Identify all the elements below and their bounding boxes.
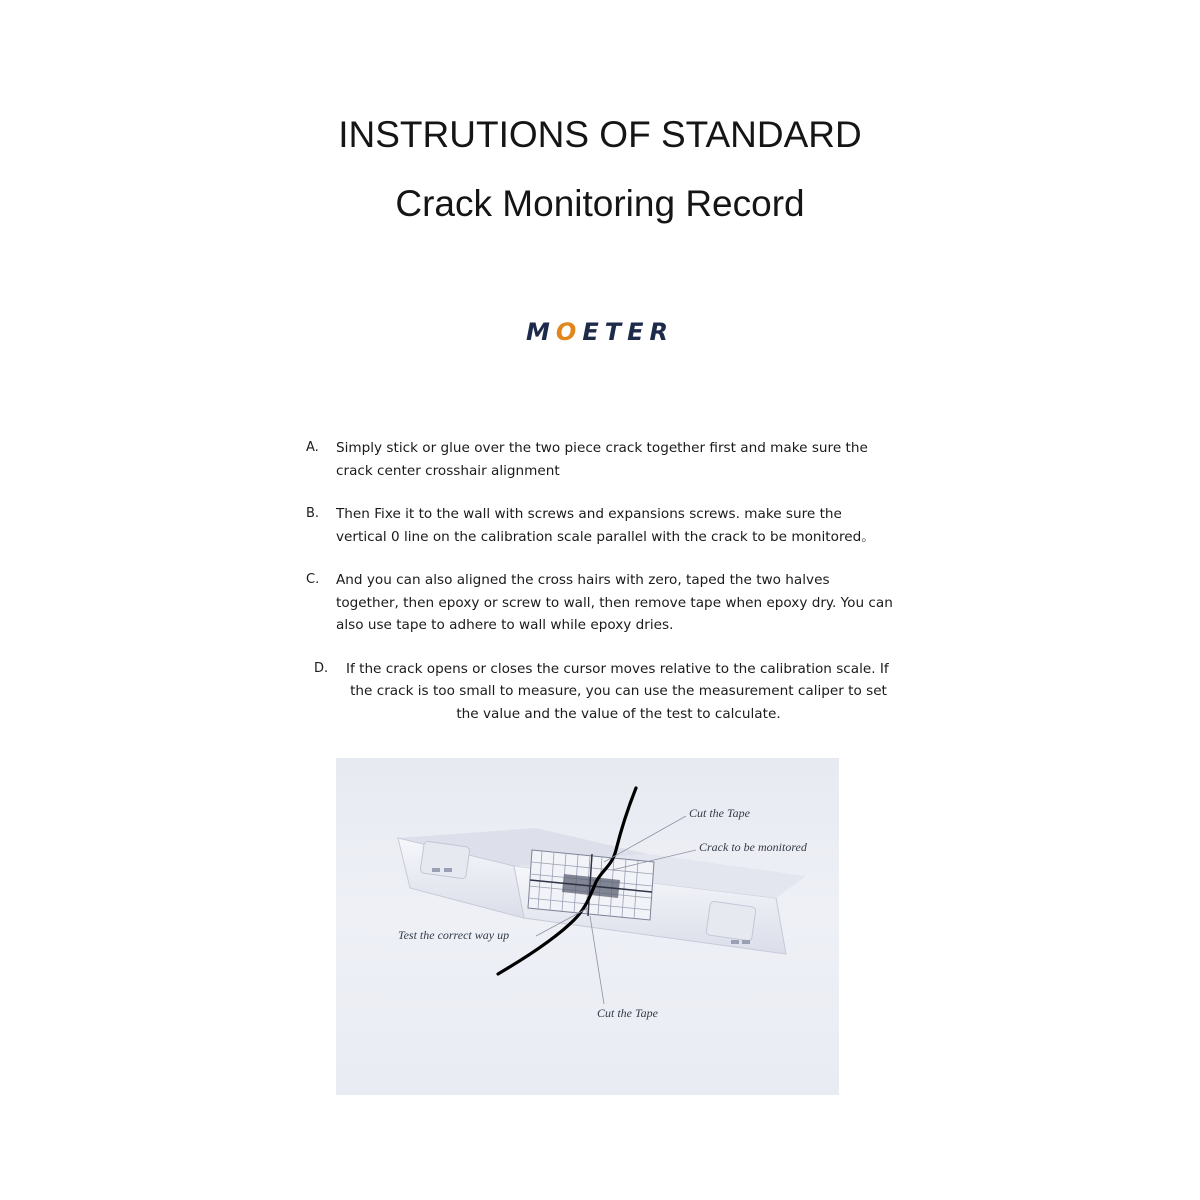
calibration-grid [528, 850, 654, 920]
step-text-rest: the crack is too small to measure, you can use the measurement caliper to set the value and the value of the test to calculate. [350, 683, 887, 722]
callout-crack-monitored: Crack to be monitored [699, 840, 807, 854]
step-marker: D. [314, 660, 329, 676]
step-text: Simply stick or glue over the two piece crack together first and make sure the crack center crosshair alignment [336, 440, 868, 479]
step-text: And you can also aligned the cross hairs with zero, taped the two halves together, then epoxy or screw to wall, then remove tape when epoxy dry. You can also use tape to adhere to wall while epoxy dries. [336, 572, 893, 633]
crack-monitor-illustration [336, 758, 839, 1095]
callout-cut-tape-top: Cut the Tape [689, 806, 750, 820]
step-marker: A. [306, 440, 319, 455]
callout-cut-tape-bottom: Cut the Tape [597, 1006, 658, 1020]
callout-test-way-up: Test the correct way up [398, 928, 510, 942]
instruction-list [300, 437, 900, 746]
instruction-step-a [300, 437, 900, 482]
instruction-step-d [300, 658, 900, 726]
brand-logo [0, 318, 1200, 346]
instruction-step-b [300, 503, 900, 548]
step-text [346, 658, 891, 726]
step-text: Then Fixe it to the wall with screws and expansions screws. make sure the vertical 0 line on the calibration scale parallel with the crack to be monitored。 [336, 506, 875, 545]
page-title: INSTRUTIONS OF STANDARD [338, 114, 862, 155]
step-marker: C. [306, 572, 320, 587]
page-subtitle: Crack Monitoring Record [395, 183, 805, 224]
brand-letter-m: M [526, 318, 556, 346]
brand-letters-eter: ETER [582, 318, 674, 346]
step-text-line1: If the crack opens or closes the cursor moves relative to the calibration scale. If [346, 660, 889, 677]
brand-letter-o: O [555, 318, 583, 346]
instruction-step-c [300, 569, 900, 637]
step-marker: B. [306, 506, 320, 521]
crack-monitor-photo [336, 758, 839, 1095]
